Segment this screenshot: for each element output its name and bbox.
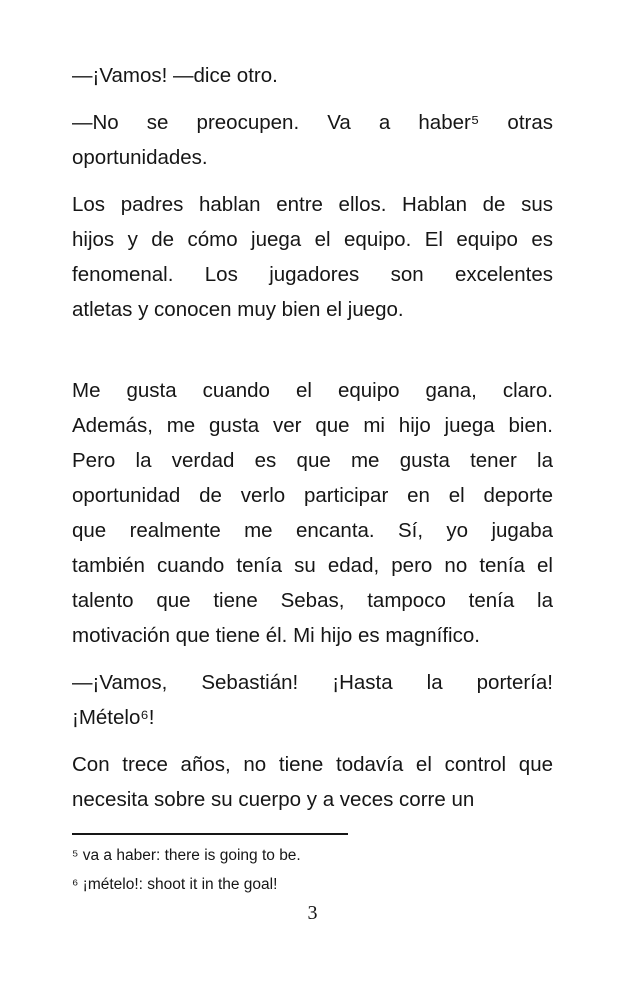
text-line: Con trece años, no tiene todavía el control que bbox=[72, 753, 553, 776]
paragraph bbox=[72, 373, 553, 653]
page-number: 3 bbox=[307, 902, 318, 924]
text-line: fenomenal. Los jugadores son excelentes bbox=[72, 263, 553, 286]
text-line: Además, me gusta ver que mi hijo juega bien. bbox=[72, 414, 553, 437]
text-line: que realmente me encanta. Sí, yo jugaba bbox=[72, 519, 553, 542]
footnote-separator-rule bbox=[72, 833, 348, 835]
text-line: Los padres hablan entre ellos. Hablan de sus bbox=[72, 193, 553, 216]
footnote: ⁶ ¡mételo!: shoot it in the goal! bbox=[72, 876, 278, 893]
text-line: necesita sobre su cuerpo y a veces corre un bbox=[72, 788, 475, 811]
page-text bbox=[72, 58, 553, 829]
text-line: oportunidades. bbox=[72, 146, 208, 169]
paragraph bbox=[72, 665, 553, 735]
text-line: ¡Mételo⁶! bbox=[72, 706, 155, 729]
text-line: —¡Vamos, Sebastián! ¡Hasta la portería! bbox=[72, 671, 553, 694]
text-line: hijos y de cómo juega el equipo. El equipo es bbox=[72, 228, 553, 251]
text-line: —No se preocupen. Va a haber⁵ otras bbox=[72, 111, 553, 134]
text-line: atletas y conocen muy bien el juego. bbox=[72, 298, 404, 321]
paragraph bbox=[72, 105, 553, 175]
text-line: Me gusta cuando el equipo gana, claro. bbox=[72, 379, 553, 402]
text-line: motivación que tiene él. Mi hijo es magnífico. bbox=[72, 624, 480, 647]
footnote: ⁵ va a haber: there is going to be. bbox=[72, 847, 301, 864]
footnote-section bbox=[72, 833, 553, 899]
text-line: talento que tiene Sebas, tampoco tenía la bbox=[72, 589, 553, 612]
paragraph bbox=[72, 58, 553, 93]
text-line: también cuando tenía su edad, pero no tenía el bbox=[72, 554, 553, 577]
paragraph bbox=[72, 747, 553, 817]
text-line: Pero la verdad es que me gusta tener la bbox=[72, 449, 553, 472]
text-line: —¡Vamos! —dice otro. bbox=[72, 64, 278, 87]
text-line: oportunidad de verlo participar en el deporte bbox=[72, 484, 553, 507]
paragraph bbox=[72, 187, 553, 327]
